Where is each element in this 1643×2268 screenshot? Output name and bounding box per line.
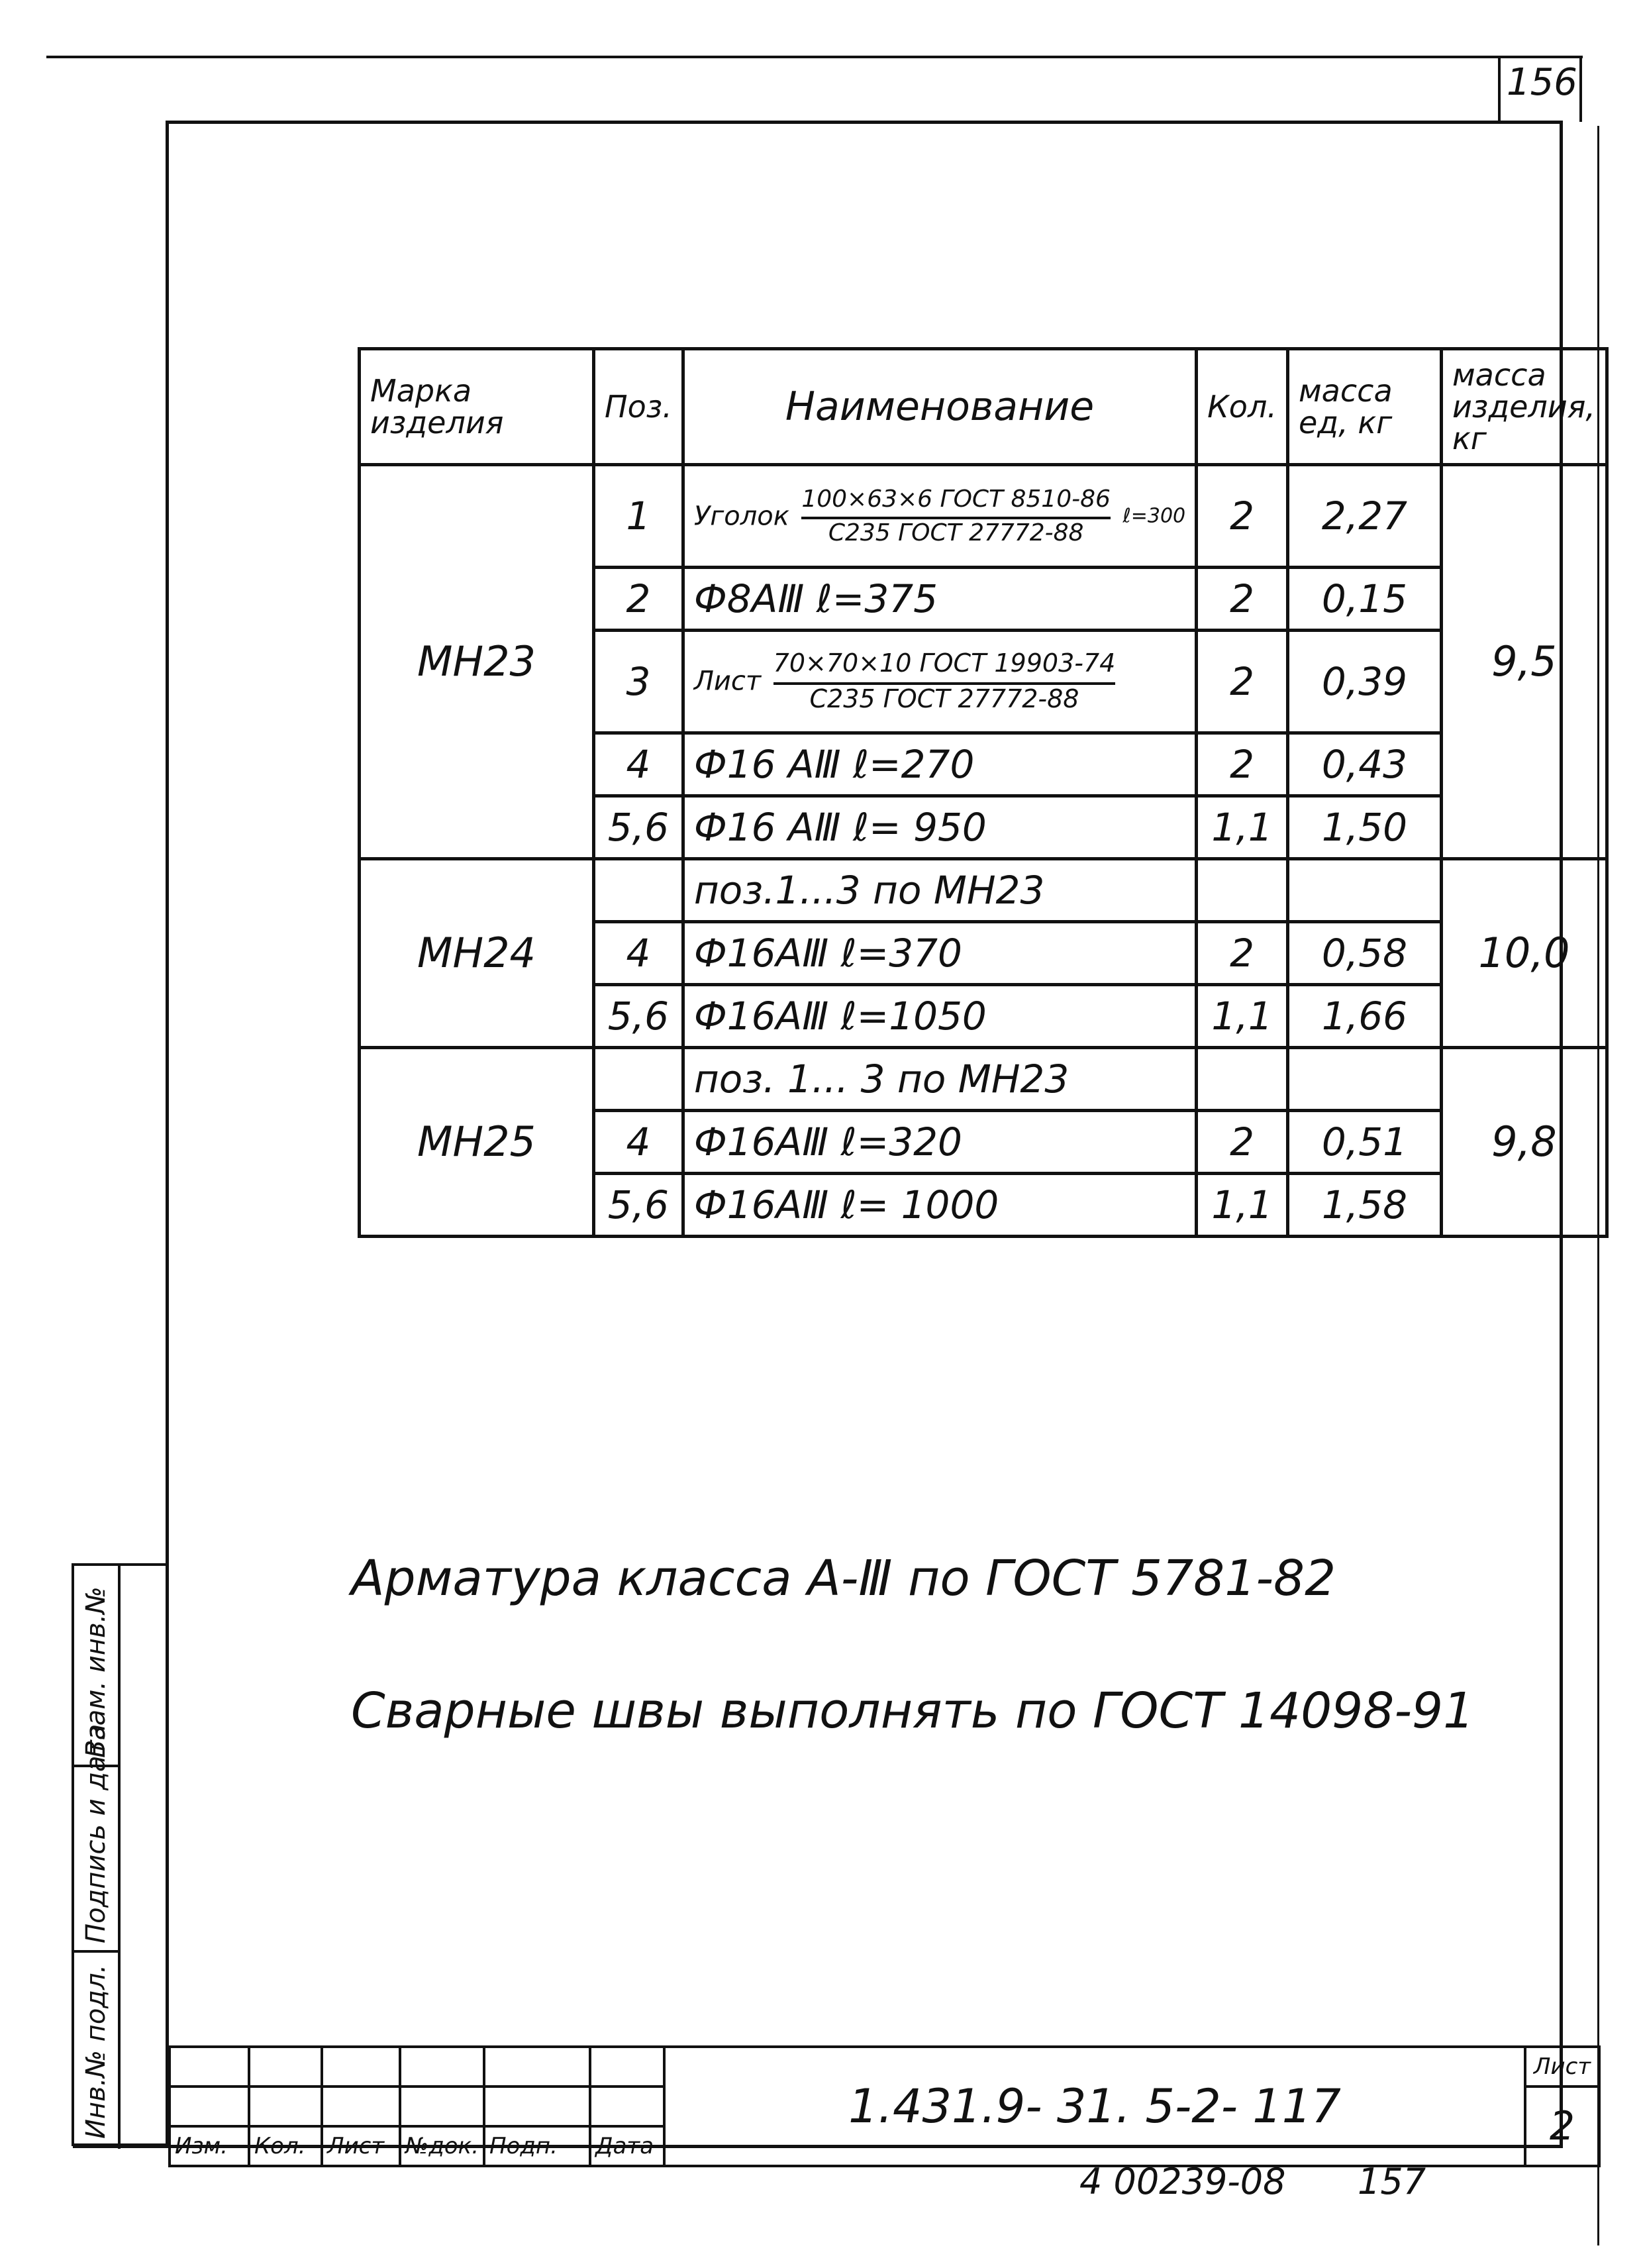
archive-number: 4 00239-08 — [1079, 2161, 1286, 2202]
mark-cell: МН23 — [360, 465, 594, 859]
title-block — [168, 2045, 1601, 2167]
pos-cell: 5,6 — [594, 796, 683, 859]
unit-mass-cell: 0,51 — [1287, 1111, 1441, 1174]
fraction-bottom: С235 ГОСТ 27772-88 — [828, 519, 1084, 546]
qty-cell: 2 — [1197, 631, 1288, 733]
title-block-cell — [170, 2047, 249, 2087]
unit-mass-cell: 0,58 — [1287, 922, 1441, 985]
title-block-cell — [400, 2087, 484, 2126]
qty-cell: 2 — [1197, 465, 1288, 568]
side-stamp-sign: Подпись и дата — [81, 1724, 111, 1943]
page-number-box-right — [1579, 56, 1582, 122]
title-block-cell — [322, 2087, 400, 2126]
unit-mass-cell — [1287, 859, 1441, 922]
name-fraction — [801, 486, 1111, 547]
qty-cell: 1,1 — [1197, 1174, 1288, 1237]
header-product-mass: масса изделия, кг — [1441, 349, 1607, 465]
side-stamp — [72, 1563, 168, 2146]
table-row — [360, 465, 1607, 568]
designation: 1.431.9- 31. 5-2- 117 — [664, 2047, 1525, 2166]
product-mass-cell: 10,0 — [1441, 859, 1607, 1048]
col-count: Кол. — [249, 2126, 322, 2166]
page-number-box-left — [1498, 56, 1501, 122]
unit-mass-cell: 1,58 — [1287, 1174, 1441, 1237]
title-block-cell — [590, 2087, 664, 2126]
fraction-bottom: С235 ГОСТ 27772-88 — [809, 684, 1079, 713]
frame-top — [166, 121, 1563, 124]
col-sheet: Лист — [322, 2126, 400, 2166]
unit-mass-cell — [1287, 1048, 1441, 1111]
qty-cell: 2 — [1197, 922, 1288, 985]
name-cell: Ф16АⅢ ℓ= 1000 — [683, 1174, 1196, 1237]
pos-cell: 5,6 — [594, 1174, 683, 1237]
pos-cell: 2 — [594, 568, 683, 631]
header-qty: Кол. — [1197, 349, 1288, 465]
col-date: Дата — [590, 2126, 664, 2166]
specification-table — [358, 347, 1609, 1238]
sheet-label: Лист — [1525, 2047, 1599, 2087]
col-doc: №док. — [400, 2126, 484, 2166]
qty-cell: 1,1 — [1197, 985, 1288, 1048]
qty-cell: 2 — [1197, 733, 1288, 796]
title-block-cell — [170, 2087, 249, 2126]
table-row — [360, 1048, 1607, 1111]
sheet-number: 2 — [1525, 2087, 1599, 2166]
name-cell: Ф8АⅢ ℓ=375 — [683, 568, 1196, 631]
pos-cell: 1 — [594, 465, 683, 568]
name-prefix: Лист — [693, 666, 762, 697]
page-number: 156 — [1507, 61, 1577, 104]
name-prefix: Уголок — [693, 501, 789, 531]
col-signature: Подп. — [484, 2126, 590, 2166]
name-cell: Ф16 АⅢ ℓ=270 — [683, 733, 1196, 796]
qty-cell — [1197, 859, 1288, 922]
name-cell: поз. 1... 3 по МН23 — [683, 1048, 1196, 1111]
fraction-top: 70×70×10 ГОСТ 19903-74 — [773, 649, 1116, 685]
header-mark: Марка изделия — [360, 349, 594, 465]
pos-cell: 4 — [594, 1111, 683, 1174]
name-cell — [683, 465, 1196, 568]
unit-mass-cell: 0,15 — [1287, 568, 1441, 631]
table-header-row — [360, 349, 1607, 465]
title-block-cell — [249, 2087, 322, 2126]
pos-cell: 3 — [594, 631, 683, 733]
qty-cell: 1,1 — [1197, 796, 1288, 859]
fraction-top: 100×63×6 ГОСТ 8510-86 — [801, 486, 1111, 519]
side-stamp-replace: Взам. инв.№ — [81, 1586, 111, 1758]
header-unit-mass: масса ед, кг — [1287, 349, 1441, 465]
title-block-cell — [249, 2047, 322, 2087]
unit-mass-cell: 0,43 — [1287, 733, 1441, 796]
name-fraction — [773, 649, 1116, 713]
title-block-cell — [590, 2047, 664, 2087]
footer-number: 157 — [1358, 2161, 1426, 2202]
name-cell: Ф16АⅢ ℓ=370 — [683, 922, 1196, 985]
name-suffix: ℓ=300 — [1122, 504, 1186, 528]
pos-cell: 4 — [594, 922, 683, 985]
name-cell: Ф16АⅢ ℓ=1050 — [683, 985, 1196, 1048]
table-row — [360, 859, 1607, 922]
name-cell: Ф16 АⅢ ℓ= 950 — [683, 796, 1196, 859]
side-stamp-sep-2 — [74, 1950, 121, 1953]
name-cell — [683, 631, 1196, 733]
title-block-cell — [400, 2047, 484, 2087]
mark-cell: МН24 — [360, 859, 594, 1048]
col-change: Изм. — [170, 2126, 249, 2166]
product-mass-cell: 9,8 — [1441, 1048, 1607, 1237]
note-welds: Сварные швы выполнять по ГОСТ 14098-91 — [351, 1682, 1475, 1739]
title-block-cell — [484, 2047, 590, 2087]
title-block-cell — [484, 2087, 590, 2126]
side-stamp-divider — [118, 1566, 121, 2149]
pos-cell: 4 — [594, 733, 683, 796]
qty-cell — [1197, 1048, 1288, 1111]
unit-mass-cell: 1,50 — [1287, 796, 1441, 859]
unit-mass-cell: 0,39 — [1287, 631, 1441, 733]
pos-cell — [594, 859, 683, 922]
header-pos: Поз. — [594, 349, 683, 465]
top-rule — [46, 56, 1583, 58]
pos-cell: 5,6 — [594, 985, 683, 1048]
side-stamp-inv: Инв.№ подл. — [81, 1964, 111, 2139]
product-mass-cell: 9,5 — [1441, 465, 1607, 859]
name-cell: Ф16АⅢ ℓ=320 — [683, 1111, 1196, 1174]
note-reinforcement: Арматура класса А-Ⅲ по ГОСТ 5781-82 — [351, 1550, 1336, 1607]
unit-mass-cell: 2,27 — [1287, 465, 1441, 568]
pos-cell — [594, 1048, 683, 1111]
name-cell: поз.1...3 по МН23 — [683, 859, 1196, 922]
unit-mass-cell: 1,66 — [1287, 985, 1441, 1048]
title-block-cell — [322, 2047, 400, 2087]
mark-cell: МН25 — [360, 1048, 594, 1237]
qty-cell: 2 — [1197, 1111, 1288, 1174]
header-name: Наименование — [683, 349, 1196, 465]
qty-cell: 2 — [1197, 568, 1288, 631]
